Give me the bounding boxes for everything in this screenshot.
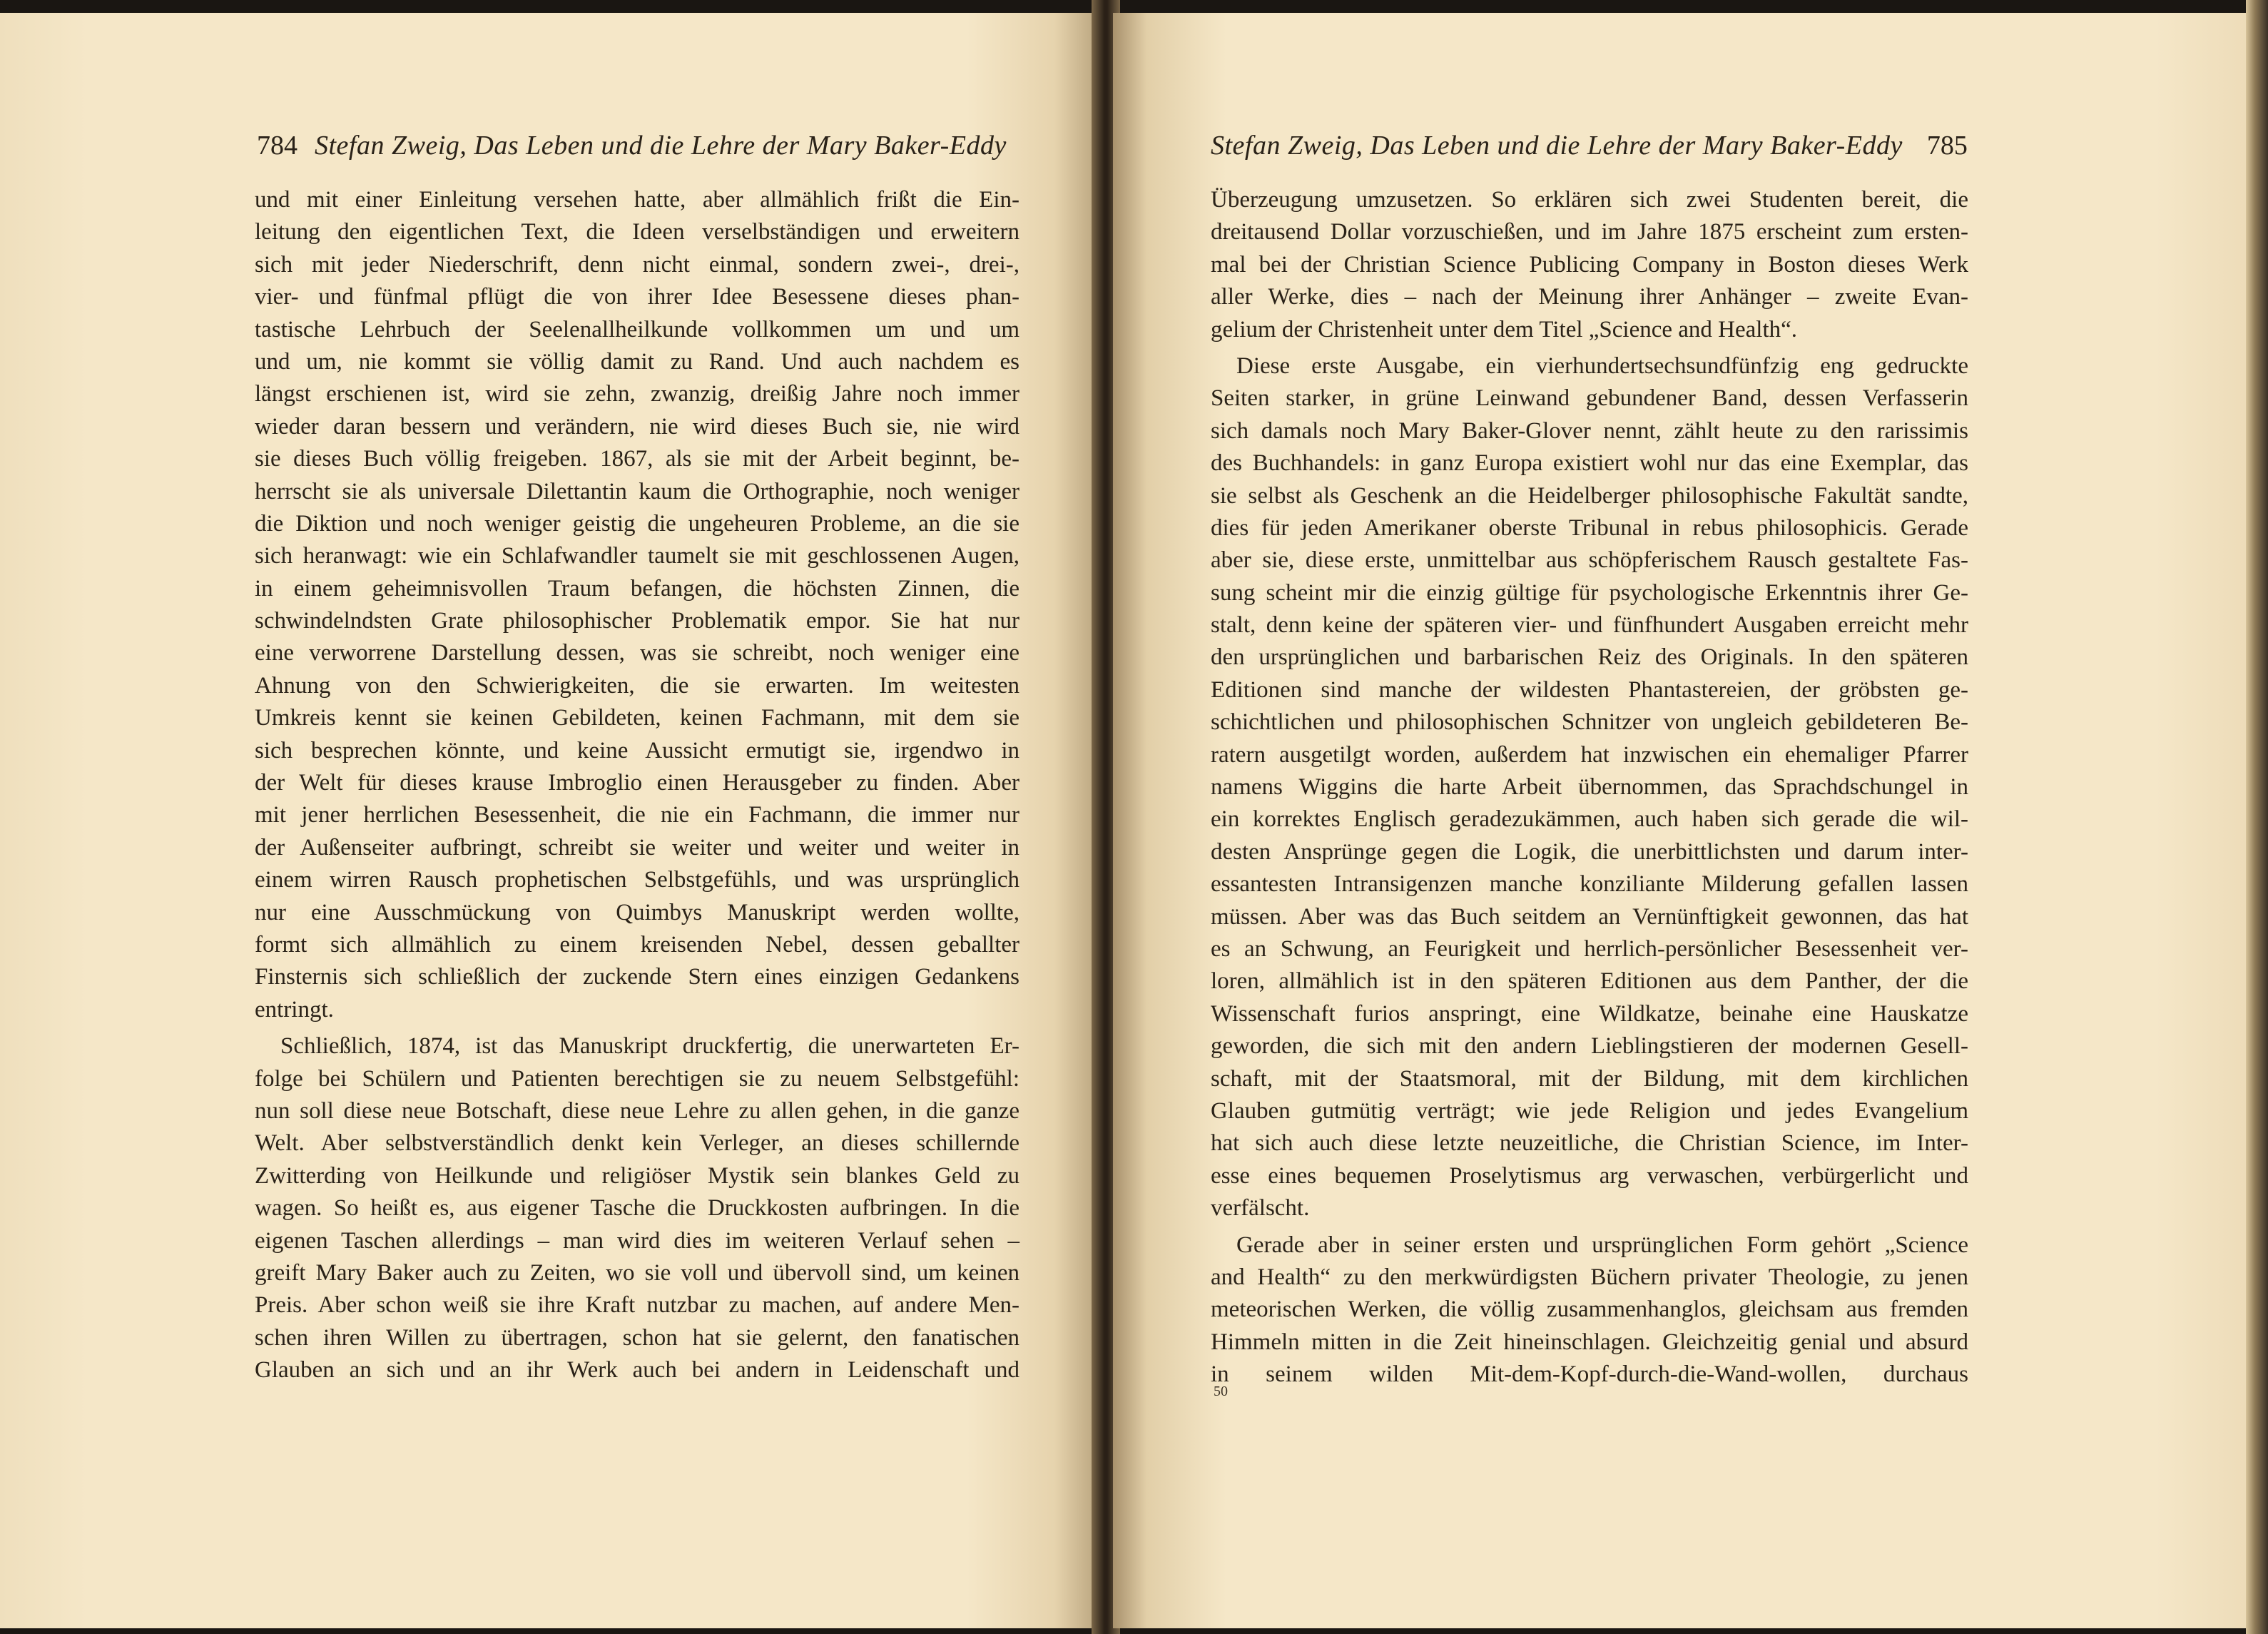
text-line: Zwitterding von Heilkunde und religiöser Mystik sein blankes Geld zu [255,1162,1019,1189]
right-body-text [1211,184,1968,1391]
left-page [0,13,1099,1628]
text-line: folge bei Schülern und Patienten berechtigen sie zu neuem Selbstgefühl: [255,1065,1019,1092]
text-line: esse eines bequemen Proselytismus arg verwaschen, verbürgerlicht und [1211,1162,1968,1189]
text-line: and Health“ zu den merkwürdigsten Büchern privater Theologie, zu jenen [1211,1264,1968,1290]
right-page-number: 785 [1926,131,1968,161]
left-running-head [257,128,1007,163]
text-line: ratern ausgetilgt worden, außerdem hat inzwischen ein ehemaliger Pfarrer [1211,741,1968,768]
text-line: dies für jeden Amerikaner oberste Tribunal in rebus philosophicis. Gerade [1211,514,1968,541]
right-page [1113,13,2246,1628]
text-line: sie dieses Buch völlig freigeben. 1867, als sie mit der Arbeit beginnt, be- [255,446,1019,472]
text-line: meteorischen Werken, die völlig zusammenhanglos, gleichsam aus fremden [1211,1296,1968,1323]
text-line: aller Werke, dies – nach der Meinung ihrer Anhänger – zweite Evan- [1211,284,1968,310]
text-line: schichtlichen und philosophischen Schnitzer von ungleich gebildeteren Be- [1211,709,1968,736]
text-line: sich damals noch Mary Baker-Glover nennt, zählt heute zu den rarissimis [1211,417,1968,444]
text-line: einem wirren Rausch prophetischen Selbstgefühls, und was ursprünglich [255,867,1019,893]
text-line: eine verworrene Darstellung dessen, was sie schreibt, noch weniger eine [255,640,1019,666]
printer-signature-mark: 50 [1214,1384,1228,1399]
left-running-title: Stefan Zweig, Das Leben und die Lehre der Mary Baker-Eddy [315,131,1007,161]
text-line: müssen. Aber was das Buch seitdem an Vernünftigkeit gewonnen, das hat [1211,903,1968,930]
text-line: greift Mary Baker auch zu Zeiten, wo sie voll und übervoll sind, um keinen [255,1259,1019,1286]
text-line: stalt, denn keine der späteren vier- und fünfhundert Ausgaben erreicht mehr [1211,612,1968,639]
text-line: Himmeln mitten in die Zeit hineinschlagen. Gleichzeitig genial und absurd [1211,1329,1968,1355]
text-line: sich besprechen könnte, und keine Aussicht ermutigt sie, irgendwo in [255,737,1019,763]
text-line: Glauben an sich und an ihr Werk auch bei andern in Leidenschaft und [255,1357,1019,1384]
text-line: schaft, mit der Staatsmoral, mit der Bildung, mit dem kirchlichen [1211,1065,1968,1092]
text-line: es an Schwung, an Feurigkeit und herrlich-persönlicher Besessenheit ver- [1211,935,1968,962]
page-edge [2246,0,2268,1634]
text-line: sie selbst als Geschenk an die Heidelberger philosophische Fakultät sandte, [1211,482,1968,509]
text-line: wagen. So heißt es, aus eigener Tasche die Druckkosten aufbringen. In die [255,1195,1019,1222]
text-line: Editionen sind manche der wildesten Phantastereien, der gröbsten ge- [1211,676,1968,703]
text-line: dreitausend Dollar vorzuschießen, und im Jahre 1875 erscheint zum ersten- [1211,219,1968,245]
text-line: Diese erste Ausgabe, ein vierhundertsechsundfünfzig eng gedruckte [1236,352,1968,379]
text-line: tastische Lehrbuch der Seelenallheilkunde vollkommen um und um [255,316,1019,342]
text-line: Schließlich, 1874, ist das Manuskript druckfertig, die unerwarteten Er- [280,1033,1019,1060]
text-line: die Diktion und noch weniger geistig die ungeheuren Probleme, an die sie [255,510,1019,537]
text-line: loren, allmählich ist in den späteren Editionen aus dem Panther, der die [1211,968,1968,995]
text-line: ein korrektes Englisch geradezukämmen, auch haben sich gerade die wil- [1211,806,1968,833]
text-line: Gerade aber in seiner ersten und ursprünglichen Form gehört „Science [1236,1232,1968,1258]
text-line: in einem geheimnisvollen Traum befangen, die höchsten Zinnen, die [255,575,1019,602]
left-page-number: 784 [257,131,298,161]
text-line: nur eine Ausschmückung von Quimbys Manuskript werden wollte, [255,899,1019,925]
text-line: verfälscht. [1211,1195,1310,1222]
text-line: in seinem wilden Mit-dem-Kopf-durch-die-Wand-wollen, durchaus [1211,1361,1968,1388]
text-line: und mit einer Einleitung versehen hatte, aber allmählich frißt die Ein- [255,187,1019,213]
text-line: leitung den eigentlichen Text, die Ideen verselbständigen und erweitern [255,219,1019,245]
text-line: eigenen Taschen allerdings – man wird dies im weiteren Verlauf sehen – [255,1227,1019,1254]
right-running-head [1211,128,1968,163]
text-line: Umkreis kennt sie keinen Gebildeten, keinen Fachmann, mit dem sie [255,705,1019,731]
text-line: Ahnung von den Schwierigkeiten, die sie erwarten. Im weitesten [255,672,1019,699]
text-line: geworden, die sich mit den andern Lieblingstieren der modernen Gesell- [1211,1033,1968,1060]
text-line: sich heranwagt: wie ein Schlafwandler taumelt sie mit geschlossenen Augen, [255,543,1019,569]
text-line: hat sich auch diese letzte neuzeitliche, die Christian Science, im Inter- [1211,1130,1968,1157]
text-line: längst erschienen ist, wird sie zehn, zwanzig, dreißig Jahre noch immer [255,381,1019,407]
text-line: Welt. Aber selbstverständlich denkt kein Verleger, an dieses schillernde [255,1130,1019,1157]
text-line: nun soll diese neue Botschaft, diese neue Lehre zu allen gehen, in die ganze [255,1097,1019,1124]
text-line: den ursprünglichen und barbarischen Reiz des Originals. In den späteren [1211,644,1968,671]
text-line: der Außenseiter aufbringt, schreibt sie weiter und weiter und weiter in [255,834,1019,861]
text-line: aber sie, diese erste, unmittelbar aus schöpferischem Rausch gestaltete Fas- [1211,547,1968,574]
text-line: mal bei der Christian Science Publicing Company in Boston dieses Werk [1211,251,1968,278]
text-line: schwindelndsten Grate philosophischer Problematik empor. Sie hat nur [255,608,1019,634]
right-running-title: Stefan Zweig, Das Leben und die Lehre der Mary Baker-Eddy [1211,131,1903,161]
text-line: essantesten Intransigenzen manche konziliante Milderung gefallen lassen [1211,871,1968,898]
text-line: gelium der Christenheit unter dem Titel „Science and Health“. [1211,316,1798,342]
text-line: sung scheint mir die einzig gültige für psychologische Erkenntnis ihrer Ge- [1211,579,1968,606]
text-line: namens Wiggins die harte Arbeit übernommen, das Sprachdschungel in [1211,774,1968,801]
left-body-text [255,184,1019,1386]
text-line: sich mit jeder Niederschrift, denn nicht einmal, sondern zwei-, drei-, [255,251,1019,278]
text-line: desten Ansprünge gegen die Logik, die unerbittlichsten und darum inter- [1211,838,1968,865]
text-line: Seiten starker, in grüne Leinwand gebundener Band, dessen Verfasserin [1211,385,1968,412]
text-line: mit jener herrlichen Besessenheit, die nie ein Fachmann, die immer nur [255,802,1019,828]
text-line: vier- und fünfmal pflügt die von ihrer Idee Besessene dieses phan- [255,284,1019,310]
text-line: Glauben gutmütig verträgt; wie jede Religion und jedes Evangelium [1211,1097,1968,1124]
text-line: Wissenschaft furios anspringt, eine Wildkatze, beinahe eine Hauskatze [1211,1000,1968,1027]
text-line: Preis. Aber schon weiß sie ihre Kraft nutzbar zu machen, auf andere Men- [255,1292,1019,1319]
text-line: des Buchhandels: in ganz Europa existiert wohl nur das eine Exemplar, das [1211,450,1968,477]
text-line: und um, nie kommt sie völlig damit zu Rand. Und auch nachdem es [255,348,1019,375]
text-line: entringt. [255,996,334,1022]
text-line: formt sich allmählich zu einem kreisenden Nebel, dessen geballter [255,931,1019,958]
text-line: herrscht sie als universale Dilettantin kaum die Orthographie, noch weniger [255,478,1019,504]
text-line: Finsternis sich schließlich der zuckende Stern eines einzigen Gedankens [255,964,1019,990]
text-line: wieder daran bessern und verändern, nie wird dieses Buch sie, nie wird [255,413,1019,440]
text-line: schen ihren Willen zu übertragen, schon hat sie gelernt, den fanatischen [255,1324,1019,1351]
text-line: der Welt für dieses krause Imbroglio einen Herausgeber zu finden. Aber [255,770,1019,796]
text-line: Überzeugung umzusetzen. So erklären sich zwei Studenten bereit, die [1211,187,1968,213]
